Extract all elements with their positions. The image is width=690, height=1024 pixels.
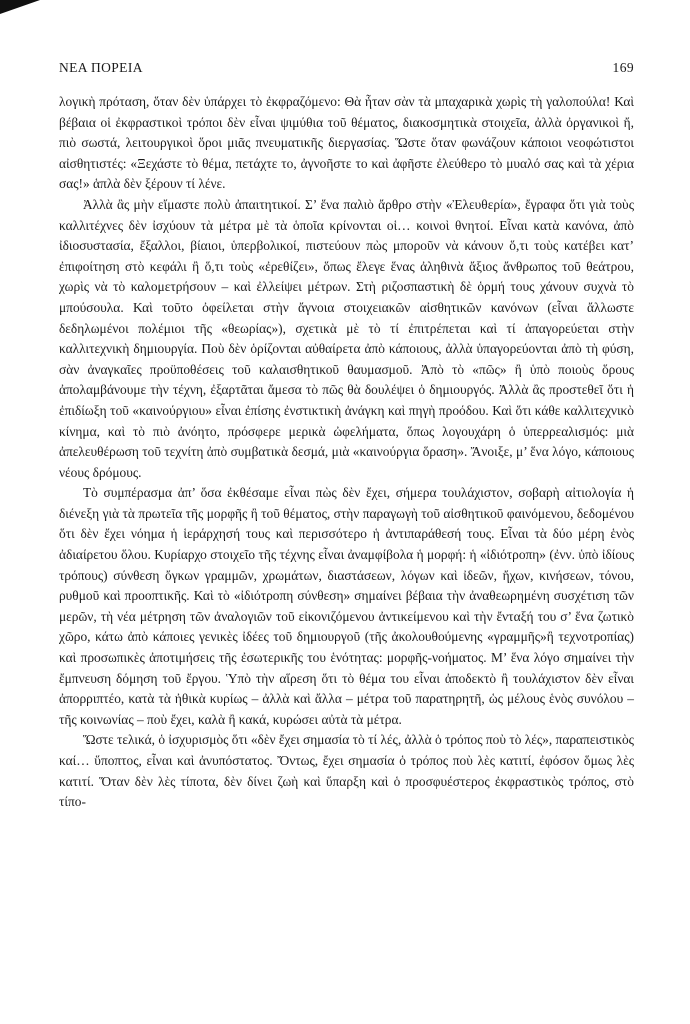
running-title: ΝΕΑ ΠΟΡΕΙΑ	[59, 60, 143, 75]
paragraph: Ἀλλὰ ἂς μὴν εἴμαστε πολὺ ἀπαιτητικοί. Σ’ ἕνα παλιὸ ἄρθρο στὴν «Ἐλευθερία», ἔγραφα ὅτι γιὰ τοὺς καλλιτέχνες δὲν ἰσχύουν τὰ μέτρα μὲ τὰ ὁποῖα κρίνονται οἱ… κοινοὶ θνητοί. Εἶναι κατὰ κανόνα, ἀπὸ ἰδιοσυστασία, ἔξαλλοι, βίαιοι, ὑπερβολικοί, πιστεύουν πὼς μποροῦν νὰ κάνουν ὅ,τι τοὺς κατέβει κατ’ ἐπιφοίτηση στὸ κεφάλι ἢ ὅ,τι τοὺς «ἐρεθίζει», ὅπως ἔλεγε ἕνας ἀληθινὰ ἄξιος ἄνθρωπος τοῦ θεάτρου, χωρὶς νὰ τὸ καλομετρήσουν – καὶ ἐλλείψει μέτρων. Στὴ ριζοσπαστικὴ δὲ ὁρμή τους χάνουν συχνὰ τὸ μπούσουλα. Καὶ τοῦτο ὀφείλεται στὴν ἄγνοια στοιχειακῶν αἰσθητικῶν κανόνων (εἶναι ἄλλωστε δεδηλωμένοι πολέμιοι τῆς «θεωρίας»), σχετικὰ μὲ τὸ τί ἐπιτρέπεται καὶ τί ἀπαγορεύεται στὴν καλλιτεχνικὴ δημιουργία. Ποὺ δὲν ὁρίζονται αὐθαίρετα ἀπὸ κάποιους, ἀλλὰ ὑπαγορεύονται ἀπὸ τὴ φύση, σὰν ἀναγκαῖες προϋποθέσεις τοῦ καλαισθητικοῦ θαυμασμοῦ. Ἀπὸ τὸ «πῶς» ἢ ὑπὸ ποιοὺς ὅρους ἀπολαμβάνουμε τὴν τέχνη, ἐξαρτᾶται ἄμεσα τὸ πῶς θὰ δουλέψει ὁ δημιουργός. Ἀλλὰ ἂς προστεθεῖ ὅτι ἡ ἐπιδίωξη τοῦ «καινούργιου» εἶναι ἐπίσης ἐνστικτικὴ ἀνάγκη καὶ πηγὴ προόδου. Καὶ ὅτι κάθε καλλιτεχνικὸ κίνημα, καὶ τὸ πιὸ ἀνόητο, πρόσφερε μερικὰ ὠφελήματα, ὅπως λογουχάρη ὁ ὑπερρεαλισμός: μιὰ ἀπελευθέρωση τοῦ τεχνίτη ἀπὸ συμβατικὰ δεσμά, μιὰ «καινούργια ὅραση». Ἄνοιξε, μ’ ἕνα λόγο, κάποιους νέους δρόμους.	[59, 196, 634, 480]
page-corner-mark	[0, 0, 40, 14]
body-text	[59, 92, 634, 813]
running-header	[59, 60, 634, 80]
paragraph-continued: λογικὴ πρόταση, ὅταν δὲν ὑπάρχει τὸ ἐκφραζόμενο: Θὰ ἦταν σὰν τὰ μπαχαρικὰ χωρὶς τὴ γαλοπούλα! Καὶ βέβαια οἱ ἐκφραστικοὶ τρόποι δὲν εἶναι ψιμύθια τοῦ θέματος, διακοσμητικὰ στοιχεῖα, ἀλλὰ ὀργανικοὶ ἤ, πιὸ σωστά, λειτουργικοὶ ὅροι μιᾶς πνευματικῆς διεργασίας. Ὥστε ὅταν φωνάζουν κάποιοι νεοφώτιστοι αἰσθητιστές: «Ξεχάστε τὸ θέμα, πετάχτε το, ἀγνοῆστε το καὶ ἀφῆστε ἐλεύθερο τὸ μυαλό σας καὶ τὰ χέρια σας!» ἁπλὰ δὲν ξέρουν τί λένε.	[59, 94, 634, 192]
page-number: 169	[612, 60, 634, 75]
paragraph: Τὸ συμπέρασμα ἀπ’ ὅσα ἐκθέσαμε εἶναι πὼς δὲν ἔχει, σήμερα τουλάχιστον, σοβαρὴ αἰτιολογία ἡ διένεξη γιὰ τὰ πρωτεῖα τῆς μορφῆς ἢ τοῦ θέματος, στὴν παραγωγὴ τοῦ αἰσθητικοῦ φαινόμενου, δεδομένου ὅτι δὲν ἔχει νόημα ἡ ἱεράρχησή τους καὶ περισσότερο ἡ ἀντιπαράθεσή τους. Εἶναι τὰ δύο μέρη ἑνὸς ἀδιαίρετου ὅλου. Κυρίαρχο στοιχεῖο τῆς τέχνης εἶναι ἀναμφίβολα ἡ μορφή: ἡ «ἰδιότροπη» (ἐνν. ὑπὸ ἰδίους τρόπους) σύνθεση ὄγκων γραμμῶν, χρωμάτων, διαστάσεων, λόγων καὶ ἰδεῶν, ἤχων, κινήσεων, τόνου, ρυθμοῦ καὶ προοπτικῆς. Καὶ τὸ «ἰδιότροπη σύνθεση» σημαίνει βέβαια τὴν ἀναθεωρημένη συσχέτιση τῶν μερῶν, τὴ νέα μέτρηση τῶν ἀναλογιῶν τοῦ εἰκονιζόμενου ἀντικείμενου καὶ τὴν ἔνταξή του σ’ ἕνα ζωτικὸ χῶρο, κάτω ἀπὸ κάποιες γενικὲς ἰδέες τοῦ δημιουργοῦ (τῆς ἀκολουθούμενης «γραμμῆς»ἢ τεχνοτροπίας) καὶ προσωπικὲς ἀποτιμήσεις τῆς ἐσωτερικῆς του ἑνότητας: μορφῆς-νοήματος. Μ’ ἕνα λόγο σημαίνει τὴν ἔμπνευση δόμηση τοῦ ἔργου. Ὑπὸ τὴν αἵρεση ὅτι τὸ θέμα του εἶναι ἀποδεκτὸ ἢ τουλάχιστον δὲν εἶναι ἀπορριπτέο, κατὰ τὰ ἠθικὰ κυρίως – ἀλλὰ καὶ ἄλλα – μέτρα τοῦ παρατηρητῆ, ὡς μέλους ἑνὸς συνόλου – τῆς κοινωνίας – ποὺ ἔχει, καλὰ ἢ κακά, κυρώσει αὐτὰ τὰ μέτρα.	[59, 485, 634, 727]
paragraph: Ὥστε τελικά, ὁ ἰσχυρισμὸς ὅτι «δὲν ἔχει σημασία τὸ τί λές, ἀλλὰ ὁ τρόπος ποὺ τὸ λές», παραπειστικὸς καί… ὕποπτος, εἶναι καὶ ἀνυπόστατος. Ὄντως, ἔχει σημασία ὁ τρόπος ποὺ λὲς κατιτί, ἐφόσον ὅμως λὲς κατιτί. Ὅταν δὲν λὲς τίποτα, δὲν δίνει ζωὴ καὶ ὕπαρξη καὶ ὁ προσφυέστερος ἐκφραστικὸς τρόπος, στὸ τίπο-	[59, 732, 634, 810]
